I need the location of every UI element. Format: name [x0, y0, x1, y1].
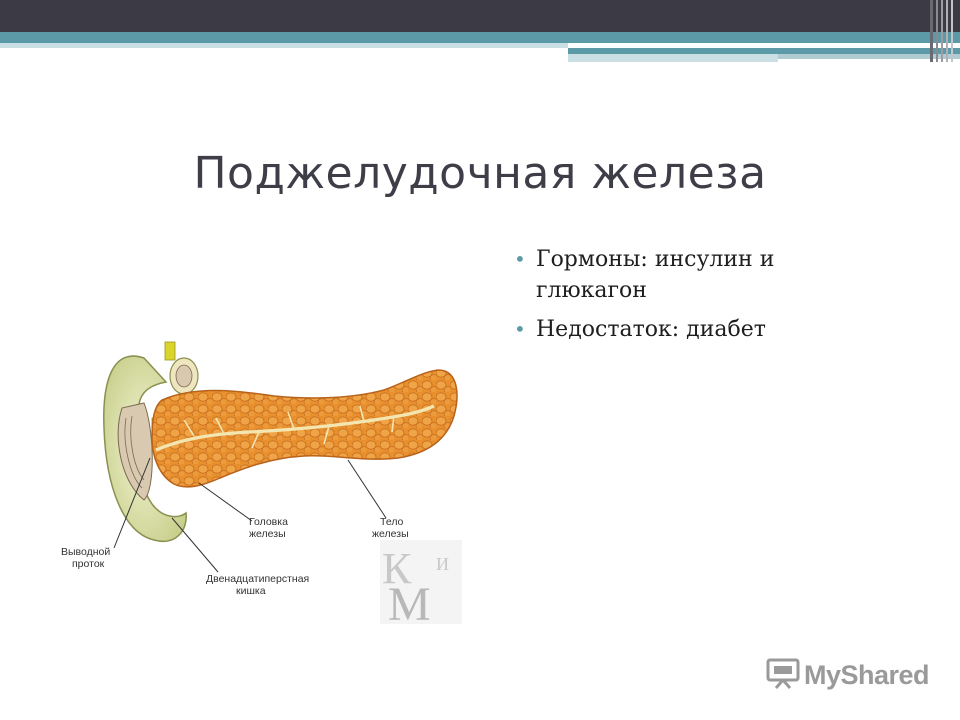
myshared-watermark	[766, 657, 929, 693]
bullet-list	[512, 244, 842, 353]
bullet-text: Гормоны: инсулин и глюкагон	[536, 247, 775, 303]
label-head-line1: Головка	[249, 516, 288, 528]
label-duodenum-line1: Двенадцатиперстная	[206, 573, 310, 585]
bullet-dot-icon: •	[514, 247, 526, 271]
bullet-text: Недостаток: диабет	[536, 317, 766, 342]
label-head-line2: железы	[249, 528, 286, 540]
pancreas-illustration	[44, 308, 472, 638]
publisher-logo	[380, 540, 462, 631]
label-duct-line2: проток	[72, 558, 105, 570]
label-duct-line1: Выводной	[61, 546, 111, 558]
bullet-item	[512, 314, 842, 345]
presentation-screen-icon	[766, 656, 800, 694]
logo-letter-m: М	[388, 578, 431, 631]
top-decorative-bar	[0, 0, 960, 70]
logo-letter-i: И	[436, 554, 449, 574]
logo-letter-k: К	[382, 544, 412, 593]
watermark-text: MyShared	[804, 659, 930, 690]
label-duodenum-line2: кишка	[236, 585, 266, 597]
label-body-line1: Тело	[380, 516, 404, 528]
label-body-line2: железы	[372, 528, 409, 540]
bullet-item	[512, 244, 842, 306]
bullet-dot-icon: •	[514, 317, 526, 341]
slide-title: Поджелудочная железа	[193, 148, 767, 199]
